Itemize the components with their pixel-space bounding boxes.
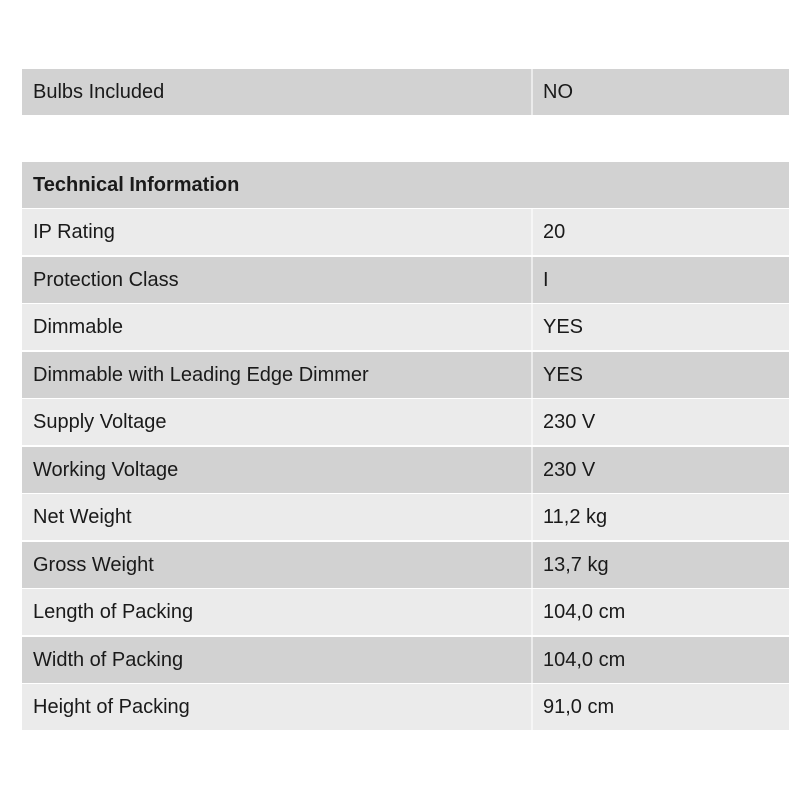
column-divider: [531, 399, 533, 445]
column-divider: [531, 304, 533, 350]
column-divider: [531, 447, 533, 493]
column-divider: [531, 352, 533, 398]
column-divider: [531, 542, 533, 588]
table-row-protection-class: [22, 257, 789, 303]
row-label: Bulbs Included: [33, 80, 165, 103]
table-row-length-of-packing: [22, 589, 789, 635]
table-row-working-voltage: [22, 447, 789, 493]
column-divider: [531, 494, 533, 540]
row-label: Net Weight: [33, 505, 132, 528]
column-divider: [531, 257, 533, 303]
row-value: 230 V: [543, 410, 596, 433]
row-label: Length of Packing: [33, 600, 194, 623]
table-row-gross-weight: [22, 542, 789, 588]
row-value: 104,0 cm: [543, 600, 626, 623]
row-label: Dimmable with Leading Edge Dimmer: [33, 363, 369, 386]
row-value: NO: [543, 80, 573, 103]
row-value: 13,7 kg: [543, 553, 609, 576]
row-value: 230 V: [543, 458, 596, 481]
section-title: Technical Information: [33, 173, 240, 196]
row-label: Height of Packing: [33, 695, 190, 718]
table-row-bulbs-included: [22, 69, 789, 115]
column-divider: [531, 684, 533, 730]
row-value: 91,0 cm: [543, 695, 615, 718]
table-row-dimmable: [22, 304, 789, 350]
row-value: YES: [543, 363, 584, 386]
row-value: 11,2 kg: [543, 505, 608, 528]
table-row-net-weight: [22, 494, 789, 540]
column-divider: [531, 209, 533, 255]
table-row-dimmable-leading-edge: [22, 352, 789, 398]
row-label: Supply Voltage: [33, 410, 167, 433]
row-label: Working Voltage: [33, 458, 179, 481]
row-value: I: [543, 268, 549, 291]
table-row-width-of-packing: [22, 637, 789, 683]
column-divider: [531, 69, 533, 115]
row-label: Width of Packing: [33, 648, 184, 671]
row-value: YES: [543, 315, 584, 338]
row-label: Dimmable: [33, 315, 124, 338]
row-label: IP Rating: [33, 220, 115, 243]
table-row-height-of-packing: [22, 684, 789, 730]
column-divider: [531, 589, 533, 635]
row-value: 20: [543, 220, 566, 243]
section-header-technical-information: [22, 162, 789, 208]
table-row-supply-voltage: [22, 399, 789, 445]
row-label: Protection Class: [33, 268, 179, 291]
table-row-ip-rating: [22, 209, 789, 255]
row-label: Gross Weight: [33, 553, 154, 576]
column-divider: [531, 637, 533, 683]
row-value: 104,0 cm: [543, 648, 626, 671]
